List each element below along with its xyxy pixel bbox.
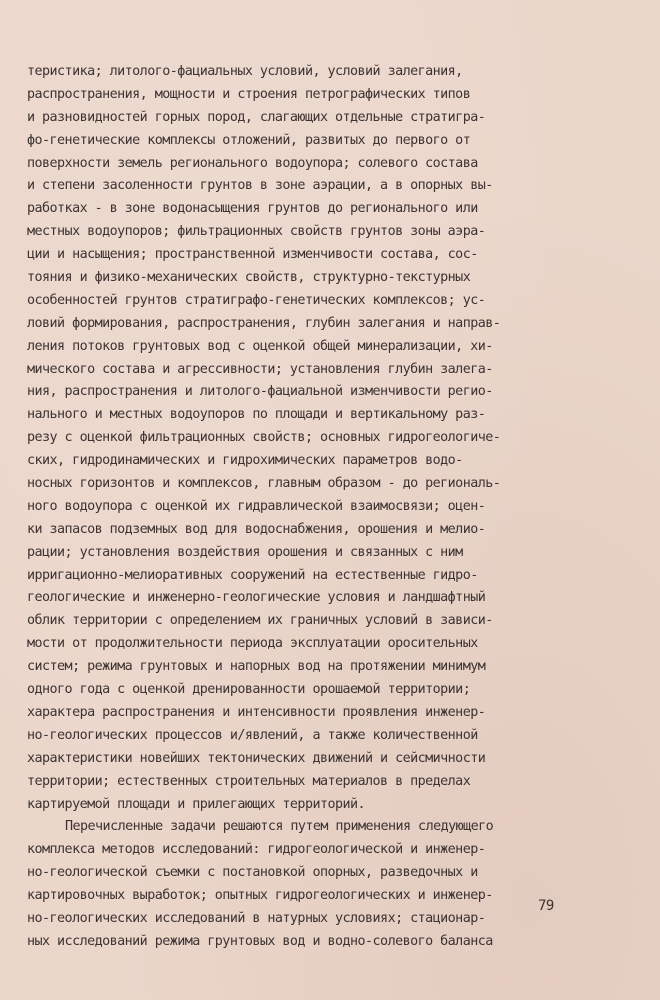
text-line: ного водоупора с оценкой их гидравлической взаимосвязи; оцен- [27,498,486,514]
text-line: ирригационно-мелиоративных сооружений на естественные гидро- [27,567,478,583]
text-line: работках - в зоне водонасыщения грунтов до регионального или [27,201,478,217]
text-line: одного года с оценкой дренированности орошаемой территории; [27,682,471,698]
text-line: ния, распространения и литолого-фациальной изменчивости регио- [27,384,493,400]
text-line: картировочных выработок; опытных гидрогеологических и инженер- [27,888,493,904]
text-line: геологические и инженерно-геологические условия и ландшафтный [27,590,486,606]
text-line: мического состава и агрессивности; установления глубин залега- [27,361,493,377]
text-line: ции и насыщения; пространственной изменчивости состава, сос- [27,247,478,263]
text-line: поверхности земель регионального водоупора; солевого состава [27,155,478,171]
text-line: распространения, мощности и строения петрографических типов [27,86,471,102]
text-line: фо-генетические комплексы отложений, развитых до первого от [27,132,471,148]
text-line: характера распространения и интенсивности проявления инженер- [27,704,486,720]
text-line: и степени засоленности грунтов в зоне аэрации, а в опорных вы- [27,178,493,194]
text-line: но-геологической съемки с постановкой опорных, разведочных и [27,865,478,881]
text-line: территории; естественных строительных материалов в пределах [27,773,471,789]
paragraph-first-line: Перечисленные задачи решаются путем применения следующего [65,819,494,835]
text-line: систем; режима грунтовых и напорных вод на протяжении минимум [27,659,486,675]
text-line: облик территории с определением их граничных условий в зависи- [27,613,493,629]
text-line: и разновидностей горных пород, слагающих отдельные стратигра- [27,109,486,125]
page-number: 79 [538,898,554,914]
text-line: теристика; литолого-фациальных условий, условий залегания, [27,64,463,79]
text-line: но-геологических исследований в натурных условиях; стационар- [27,910,486,926]
text-line: картируемой площади и прилегающих территорий. [27,796,366,812]
text-line: характеристики новейших тектонических движений и сейсмичности [27,750,486,766]
text-line: ных исследований режима грунтовых вод и водно-солевого баланса [27,933,493,949]
text-line: комплекса методов исследований: гидрогеологической и инженер- [27,842,486,858]
text-line: ления потоков грунтовых вод с оценкой общей минерализации, хи- [27,338,493,354]
text-line: тояния и физико-механических свойств, структурно-текстурных [27,270,471,286]
text-line: ки запасов подземных вод для водоснабжения, орошения и мелио- [27,521,486,537]
text-line: мости от продолжительности периода эксплуатации оросительных [27,636,478,652]
text-line: местных водоупоров; фильтрационных свойств грунтов зоны аэра- [27,224,486,240]
text-line: нального и местных водоупоров по площади и вертикальному раз- [27,407,486,423]
text-line: но-геологических процессов и/явлений, а также количественной [27,727,478,743]
text-line: ловий формирования, распространения, глубин залегания и направ- [27,315,501,331]
text-line: рации; установления воздействия орошения и связанных с ним [27,544,463,560]
text-line: особенностей грунтов стратиграфо-генетических комплексов; ус- [27,292,486,308]
text-line: носных горизонтов и комплексов, главным образом - до региональ- [27,476,501,492]
text-line: ских, гидродинамических и гидрохимических параметров водо- [27,453,463,469]
text-line: резу с оценкой фильтрационных свойств; основных гидрогеологиче- [27,430,501,446]
document-body [27,61,575,954]
